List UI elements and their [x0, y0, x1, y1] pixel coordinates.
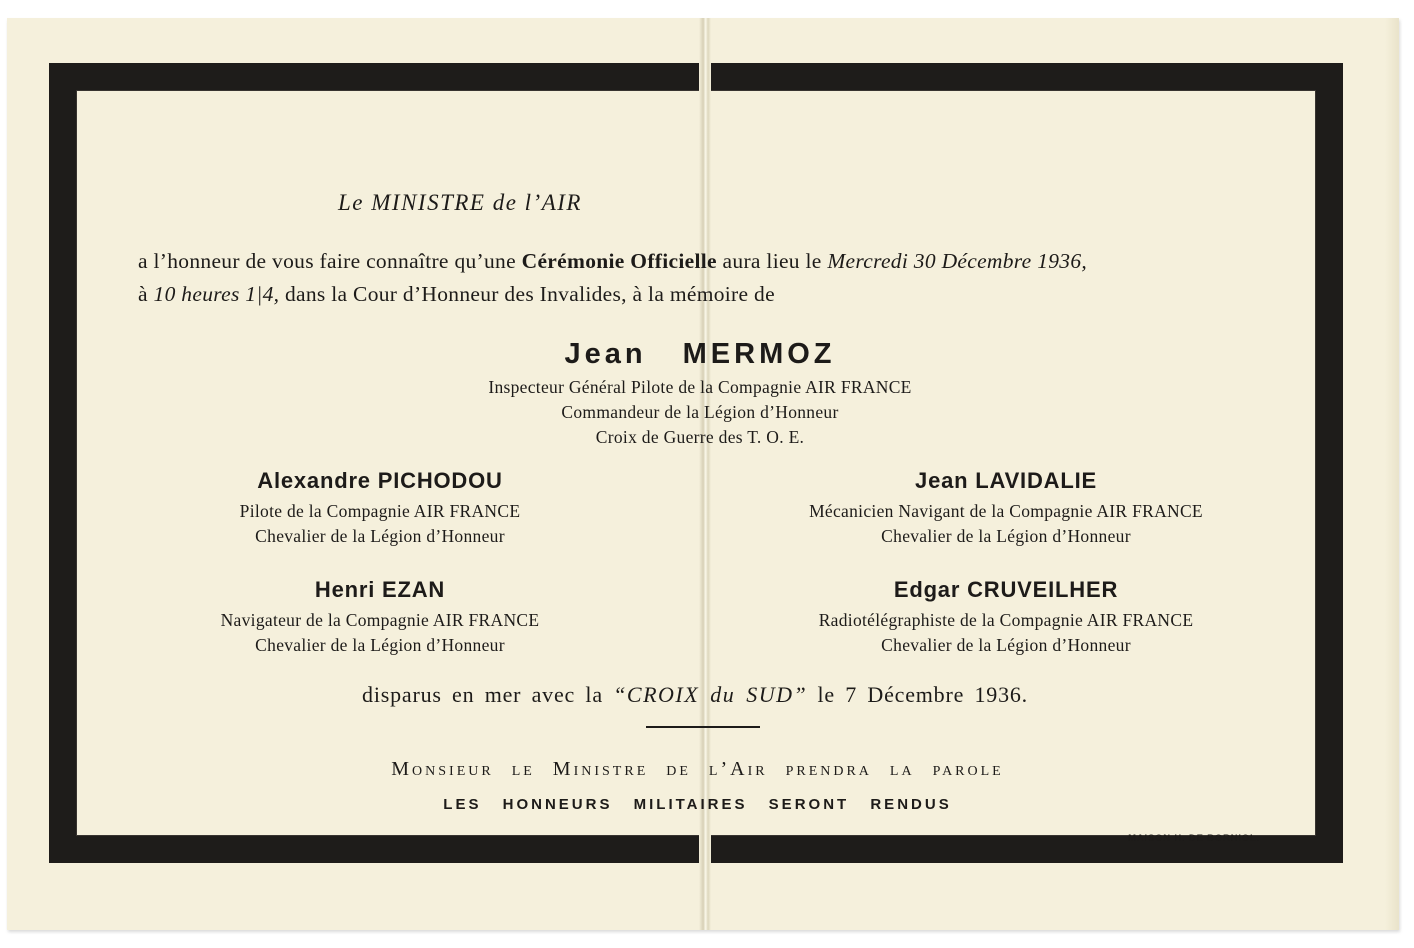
honoree-title-line: Inspecteur Général Pilote de la Compagnie AIR FRANCE [488, 377, 912, 397]
ceremony-time: 10 heures 1|4, [153, 282, 280, 306]
plane-name: “CROIX du SUD” [613, 682, 808, 707]
honneurs-notice: LES HONNEURS MILITAIRES SERONT RENDUS [443, 796, 952, 813]
ceremony-label: Cérémonie Officielle [521, 249, 717, 273]
announcement-line-2 [138, 282, 775, 307]
crew-name-lavidalie: Jean LAVIDALIE [915, 468, 1097, 493]
crew-honor: Chevalier de la Légion d’Honneur [881, 635, 1131, 655]
card-edge-shadow [1385, 18, 1399, 930]
crew-honor: Chevalier de la Légion d’Honneur [255, 635, 505, 655]
center-fold [699, 18, 711, 930]
mourning-border [49, 63, 1343, 863]
announcement-text-4: dans la Cour d’Honneur des Invalides, à la mémoire de [279, 282, 775, 306]
disparus-date: le 7 Décembre 1936. [807, 682, 1028, 707]
crew-honor: Chevalier de la Légion d’Honneur [881, 526, 1131, 546]
honoree-name-mermoz: Jean MERMOZ [564, 338, 836, 370]
crew-name-ezan: Henri EZAN [314, 577, 446, 602]
divider-rule [646, 726, 760, 728]
honoree-title-line: Commandeur de la Légion d’Honneur [561, 402, 839, 422]
announcement-text-2: aura lieu le [716, 249, 828, 273]
ministre-header: Le MINISTRE de l’AIR [338, 190, 582, 215]
printer-imprint: MAISON H. DE BORNIOL. [1128, 833, 1260, 844]
crew-role: Mécanicien Navigant de la Compagnie AIR FRANCE [809, 501, 1203, 521]
announcement-text: a l’honneur de vous faire connaître qu’une [138, 249, 522, 273]
announcement-line-1 [138, 249, 1087, 274]
parole-notice: Monsieur le Ministre de l’Air prendra la parole [391, 758, 1004, 780]
crew-name-cruveilher: Edgar CRUVEILHER [893, 577, 1119, 602]
ceremony-date: Mercredi 30 Décembre 1936, [827, 249, 1088, 273]
honoree-title-line: Croix de Guerre des T. O. E. [595, 427, 805, 447]
disparus-line [200, 682, 1190, 708]
crew-role: Navigateur de la Compagnie AIR FRANCE [220, 610, 540, 630]
crew-role: Pilote de la Compagnie AIR FRANCE [239, 501, 521, 521]
crew-role: Radiotélégraphiste de la Compagnie AIR FRANCE [818, 610, 1194, 630]
crew-honor: Chevalier de la Légion d’Honneur [255, 526, 505, 546]
crew-name-pichodou: Alexandre PICHODOU [257, 468, 503, 493]
disparus-text: disparus en mer avec la [362, 682, 614, 707]
announcement-text-3: à [138, 282, 154, 306]
